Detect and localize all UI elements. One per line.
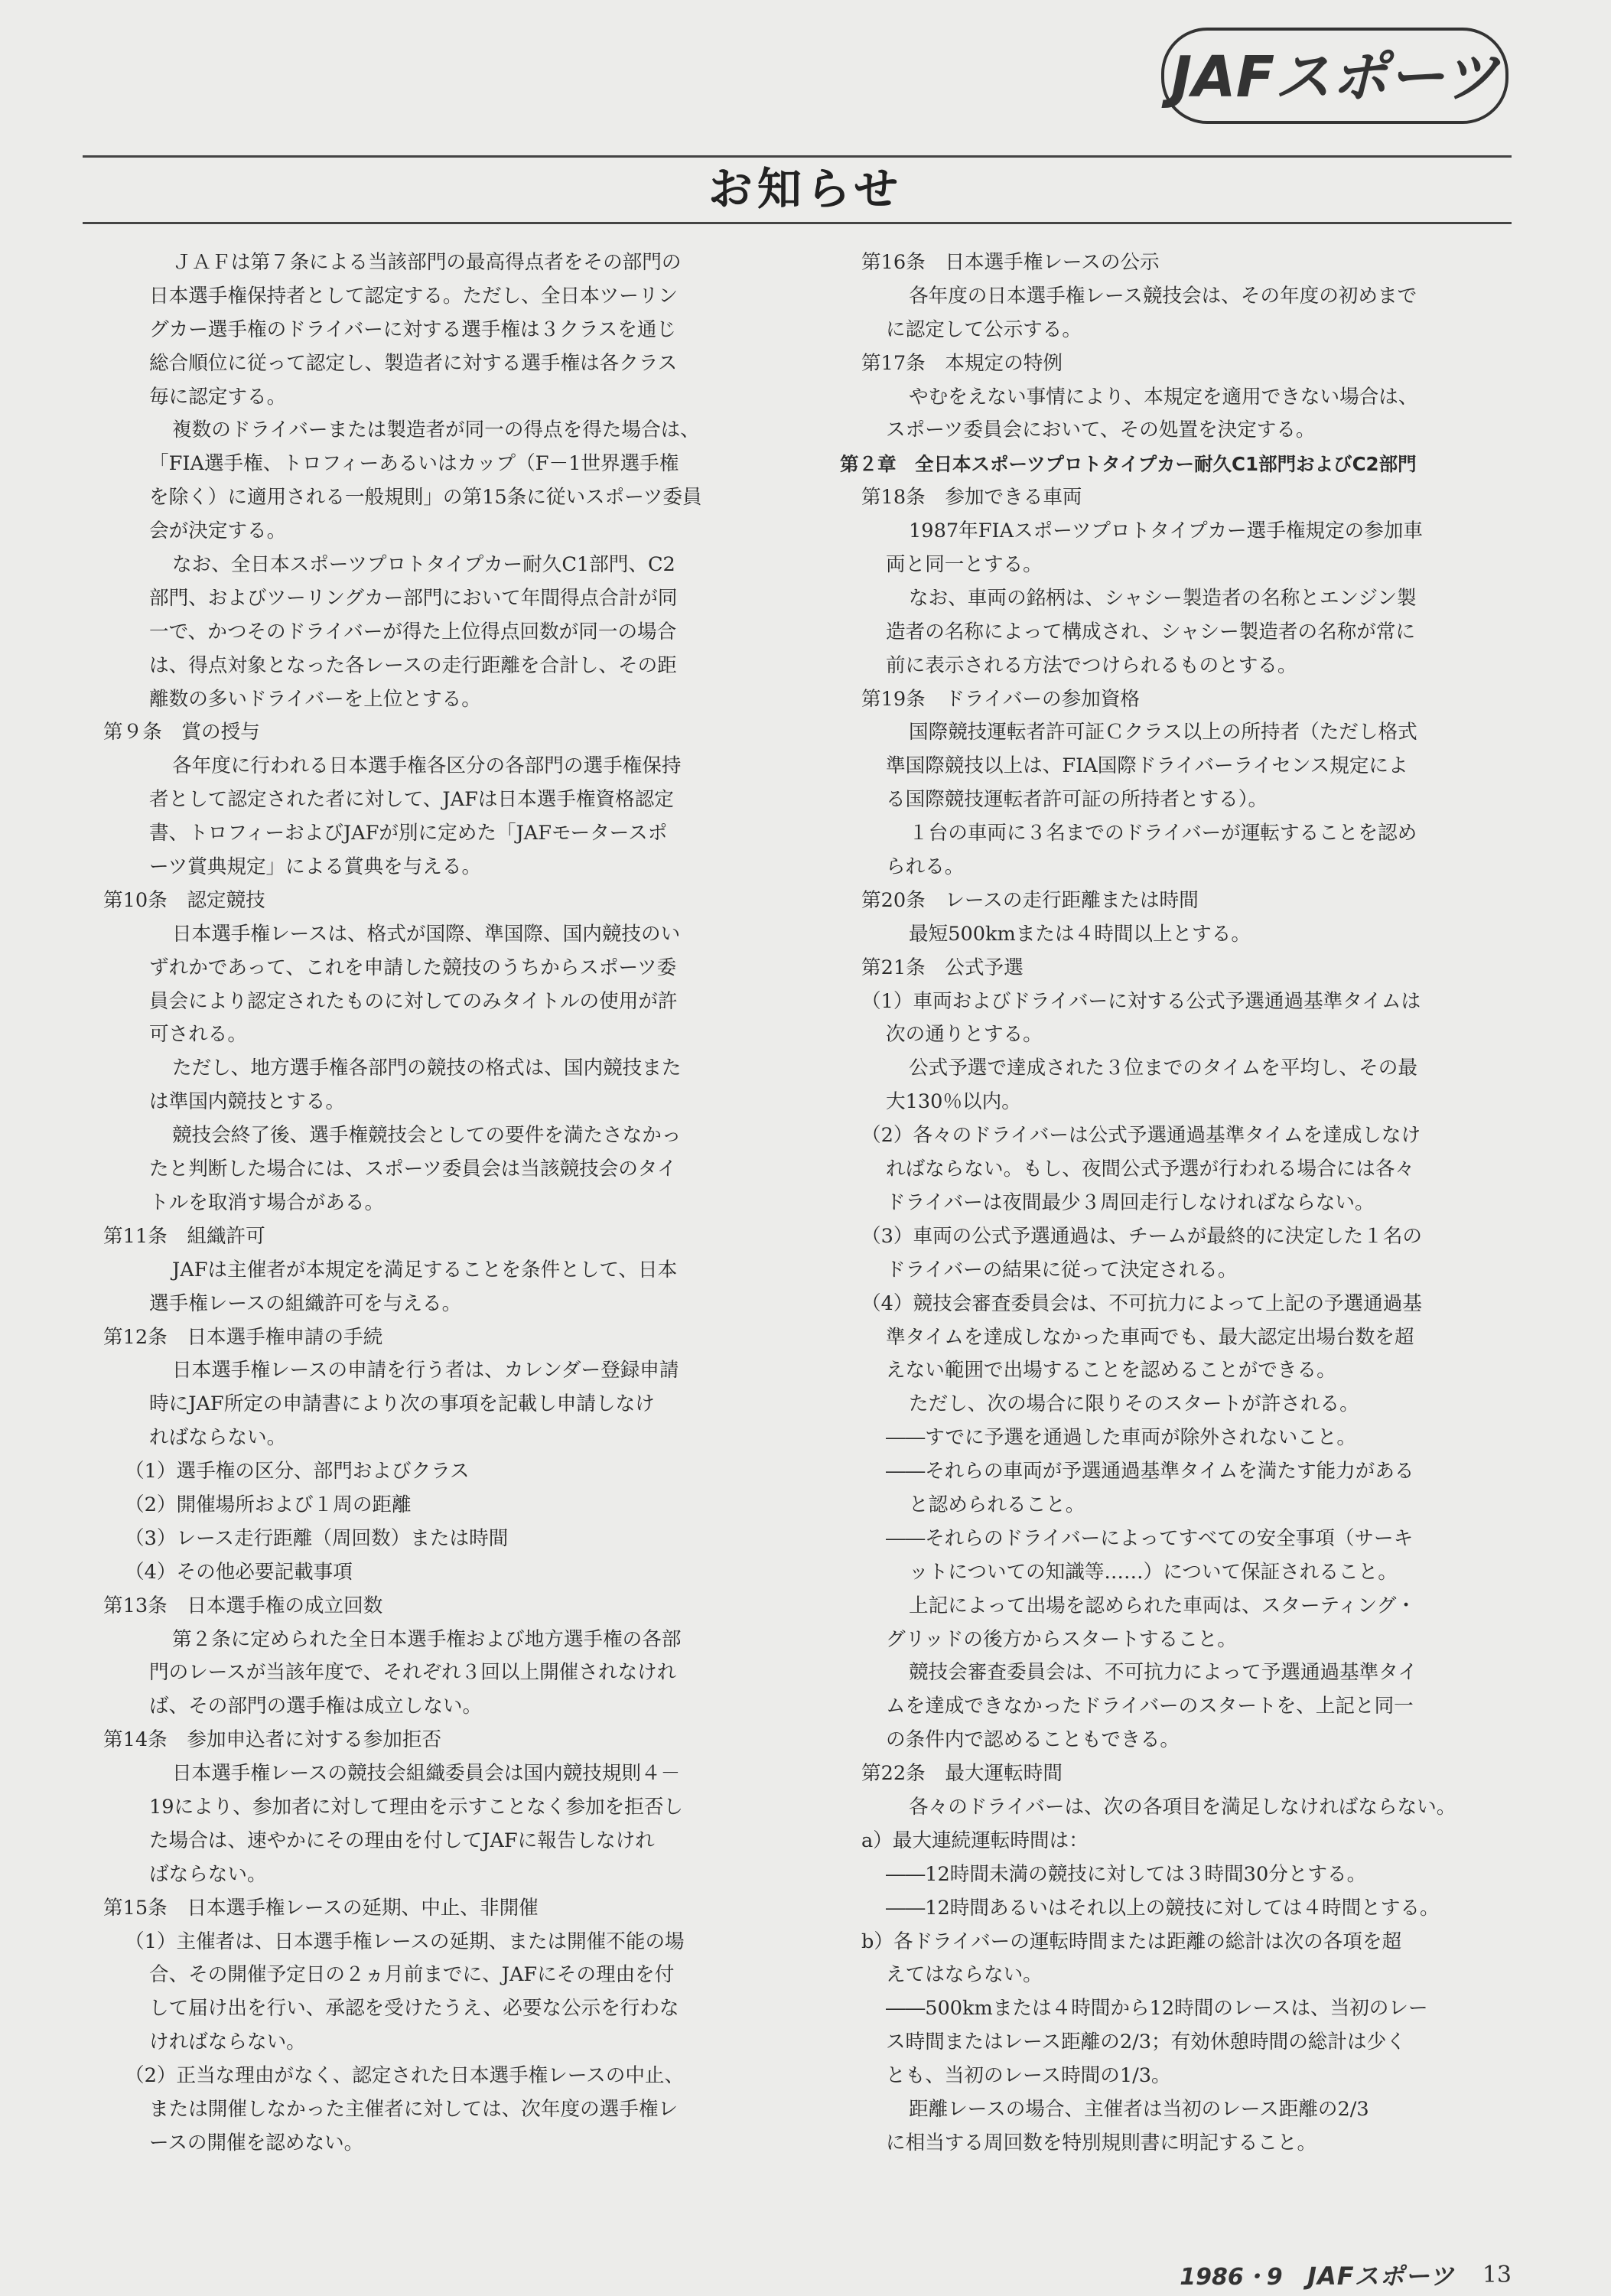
text-line: （2）正当な理由がなく、認定された日本選手権レースの中止、 [125, 2064, 685, 2088]
text-line: 上記によって出場を認められた車両は、スターティング・ [909, 1594, 1416, 1617]
text-line: なお、全日本スポーツプロトタイプカー耐久C1部門、C2 [172, 553, 675, 577]
text-line: （2）各々のドライバーは公式予選通過基準タイムを達成しなけ [861, 1124, 1421, 1148]
text-line: 準タイムを達成しなかった車両でも、最大認定出場台数を超 [886, 1325, 1414, 1349]
text-line: b）各ドライバーの運転時間または距離の総計は次の各項を超 [861, 1930, 1402, 1953]
text-line: とも、当初のレース時間の1/3。 [886, 2064, 1171, 2088]
text-line: グリッドの後方からスタートすること。 [886, 1627, 1237, 1651]
article-heading: 第10条 認定競技 [103, 888, 265, 912]
text-line: JAFは主催者が本規定を満足することを条件として、日本 [172, 1258, 678, 1282]
text-line: 1987年FIAスポーツプロトタイプカー選手権規定の参加車 [909, 519, 1423, 543]
text-line: （4）その他必要記載事項 [125, 1560, 353, 1584]
article-heading: 第11条 組織許可 [103, 1224, 265, 1248]
text-line: 員会により認定されたものに対してのみタイトルの使用が許 [149, 989, 678, 1013]
text-line: 両と同一とする。 [886, 553, 1043, 577]
text-line: トルを取消す場合がある。 [149, 1190, 385, 1214]
text-line: （4）競技会審査委員会は、不可抗力によって上記の予選通過基 [861, 1291, 1422, 1315]
header-rule [83, 155, 1512, 158]
text-line: 各々のドライバーは、次の各項目を満足しなければならない。 [909, 1795, 1456, 1819]
text-line: 各年度に行われる日本選手権各区分の各部門の選手権保持 [172, 754, 682, 778]
article-heading: 第22条 最大運転時間 [861, 1762, 1063, 1786]
text-line: ＪＡＦは第７条による当該部門の最高得点者をその部門の [172, 251, 682, 274]
article-heading: 第９条 賞の授与 [103, 721, 260, 744]
text-line: ――それらのドライバーによってすべての安全事項（サーキ [886, 1526, 1414, 1550]
text-line: 前に表示される方法でつけられるものとする。 [886, 653, 1297, 677]
text-line: 可される。 [149, 1023, 247, 1047]
text-line: 複数のドライバーまたは製造者が同一の得点を得た場合は、 [172, 418, 700, 442]
text-line: 者として認定された者に対して、JAFは日本選手権資格認定 [149, 788, 674, 812]
text-line: 日本選手権保持者として認定する。ただし、全日本ツーリン [149, 284, 679, 308]
text-line: または開催しなかった主催者に対しては、次年度の選手権レ [149, 2097, 679, 2121]
text-line: を除く）に適用される一般規則」の第15条に従いスポーツ委員 [149, 486, 702, 510]
text-line: して届け出を行い、承認を受けたうえ、必要な公示を行わな [149, 1997, 679, 2021]
article-heading: 第18条 参加できる車両 [861, 486, 1082, 510]
article-heading: 第15条 日本選手権レースの延期、中止、非開催 [103, 1896, 539, 1920]
page-footer [1180, 2257, 1512, 2291]
logo-text: JAFスポーツ [1170, 44, 1499, 110]
text-line: 部門、およびツーリングカー部門において年間得点合計が同 [149, 586, 678, 610]
article-heading: 第16条 日本選手権レースの公示 [861, 251, 1160, 274]
text-line: 選手権レースの組織許可を与える。 [149, 1291, 462, 1315]
text-line: 日本選手権レースの競技会組織委員会は国内競技規則４－ [172, 1762, 681, 1786]
text-line: 合、その開催予定日の２ヵ月前までに、JAFにその理由を付 [149, 1963, 675, 1987]
text-line: 次の通りとする。 [886, 1023, 1043, 1047]
text-line: 門のレースが当該年度で、それぞれ３回以上開催されなけれ [149, 1661, 677, 1685]
text-line: ければならない。 [149, 2031, 306, 2054]
text-line: は準国内競技とする。 [149, 1090, 345, 1114]
text-line: （1）主催者は、日本選手権レースの延期、または開催不能の場 [125, 1930, 685, 1953]
text-line: 大130％以内。 [886, 1090, 1021, 1114]
text-line: 各年度の日本選手権レース競技会は、その年度の初めまで [909, 284, 1417, 308]
text-line: ただし、地方選手権各部門の競技の格式は、国内競技また [172, 1057, 682, 1080]
text-line: 日本選手権レースは、格式が国際、準国際、国内競技のい [172, 922, 681, 946]
text-line: （1）車両およびドライバーに対する公式予選通過基準タイムは [861, 989, 1421, 1013]
article-heading: 第19条 ドライバーの参加資格 [861, 687, 1141, 711]
text-line: 毎に認定する。 [149, 385, 287, 409]
text-line: に相当する周回数を特別規則書に明記すること。 [886, 2131, 1317, 2154]
article-heading: 第12条 日本選手権申請の手続 [103, 1325, 383, 1349]
text-line: 最短500kmまたは４時間以上とする。 [909, 922, 1251, 946]
article-heading: 第17条 本規定の特例 [861, 351, 1063, 375]
chapter-heading: 第２章 全日本スポーツプロトタイプカー耐久C1部門およびC2部門 [840, 453, 1417, 476]
text-line: 「FIA選手権、トロフィーあるいはカップ（F－1世界選手権 [149, 452, 679, 476]
text-line: a）最大連続運転時間は： [861, 1829, 1089, 1852]
text-line: 離数の多いドライバーを上位とする。 [149, 687, 481, 711]
text-line: スポーツ委員会において、その処置を決定する。 [886, 418, 1316, 442]
article-heading: 第20条 レースの走行距離または時間 [861, 888, 1199, 912]
jaf-sports-logo [1158, 21, 1512, 130]
text-line: ばならない。 [149, 1862, 267, 1886]
text-line: ――12時間未満の競技に対しては３時間30分とする。 [886, 1862, 1367, 1886]
text-line: （3）レース走行距離（周回数）または時間 [125, 1526, 509, 1550]
text-line: 競技会終了後、選手権競技会としての要件を満たさなかっ [172, 1124, 682, 1148]
text-line: ーツ賞典規定」による賞典を与える。 [149, 855, 482, 879]
text-line: 時にJAF所定の申請書により次の事項を記載し申請しなけ [149, 1392, 655, 1416]
text-line: 公式予選で達成された３位までのタイムを平均し、その最 [909, 1057, 1417, 1080]
article-heading: 第21条 公式予選 [861, 956, 1024, 979]
text-line: 第２条に定められた全日本選手権および地方選手権の各部 [172, 1627, 682, 1651]
text-line: ドライバーは夜間最少３周回走行しなければならない。 [886, 1190, 1375, 1214]
text-line: 準国際競技以上は、FIA国際ドライバーライセンス規定によ [886, 754, 1408, 778]
text-line: えてはならない。 [886, 1963, 1043, 1987]
text-line: と認められること。 [909, 1493, 1085, 1516]
right-column [840, 246, 1521, 2161]
text-line: 書、トロフィーおよびJAFが別に定めた「JAFモータースポ [149, 822, 668, 845]
text-line: の条件内で認めることもできる。 [886, 1728, 1180, 1752]
text-line: 造者の名称によって構成され、シャシー製造者の名称が常に [886, 620, 1416, 643]
text-line: ムを達成できなかったドライバーのスタートを、上記と同一 [886, 1695, 1414, 1718]
text-line: ればならない。 [149, 1426, 287, 1450]
text-line: ればならない。もし、夜間公式予選が行われる場合には各々 [886, 1158, 1415, 1181]
article-heading: 第13条 日本選手権の成立回数 [103, 1594, 383, 1617]
text-line: 国際競技運転者許可証Ｃクラス以上の所持者（ただし格式 [909, 721, 1417, 744]
text-line: 総合順位に従って認定し、製造者に対する選手権は各クラス [149, 351, 678, 375]
text-line: ――12時間あるいはそれ以上の競技に対しては４時間とする。 [886, 1896, 1440, 1920]
text-line: られる。 [886, 855, 965, 879]
page-title: お知らせ [708, 163, 903, 215]
text-line: 一で、かつそのドライバーが得た上位得点回数が同一の場合 [149, 620, 677, 643]
title-rule [83, 222, 1512, 224]
text-line: （1）選手権の区分、部門およびクラス [125, 1460, 470, 1483]
left-column [103, 246, 776, 2161]
text-line: たと判断した場合には、スポーツ委員会は当該競技会のタイ [149, 1158, 677, 1181]
text-line: グカー選手権のドライバーに対する選手権は３クラスを通じ [149, 318, 676, 341]
text-line: やむをえない事情により、本規定を適用できない場合は、 [909, 385, 1418, 409]
text-line: た場合は、速やかにその理由を付してJAFに報告しなけれ [149, 1829, 655, 1852]
text-line: は、得点対象となった各レースの走行距離を合計し、その距 [149, 653, 677, 677]
text-line: （3）車両の公式予選通過は、チームが最終的に決定した１名の [861, 1224, 1422, 1248]
page-number: 13 [1482, 2261, 1512, 2288]
text-line: 距離レースの場合、主催者は当初のレース距離の2/3 [909, 2097, 1369, 2121]
text-line: に認定して公示する。 [886, 318, 1082, 341]
text-line: ットについての知識等……）について保証されること。 [909, 1560, 1398, 1584]
text-line: る国際競技運転者許可証の所持者とする）。 [886, 788, 1268, 812]
text-line: ――それらの車両が予選通過基準タイムを満たす能力がある [886, 1460, 1414, 1483]
text-line: えない範囲で出場することを認めることができる。 [886, 1359, 1336, 1382]
footer-date: 1986・9 [1180, 2264, 1283, 2291]
text-line: 19により、参加者に対して理由を示すことなく参加を拒否し [149, 1795, 684, 1819]
footer-magazine-name: JAFスポーツ [1307, 2262, 1455, 2291]
text-line: ずれかであって、これを申請した競技のうちからスポーツ委 [149, 956, 677, 979]
text-line: ――500kmまたは４時間から12時間のレースは、当初のレー [886, 1997, 1428, 2021]
text-line: ースの開催を認めない。 [149, 2131, 364, 2154]
text-line: ス時間またはレース距離の2/3；有効休憩時間の総計は少く [886, 2031, 1406, 2054]
text-line: ただし、次の場合に限りそのスタートが許される。 [909, 1392, 1359, 1416]
text-line: 日本選手権レースの申請を行う者は、カレンダー登録申請 [172, 1359, 679, 1382]
text-line: ば、その部門の選手権は成立しない。 [149, 1695, 483, 1718]
text-line: １台の車両に３名までのドライバーが運転することを認め [909, 822, 1417, 845]
text-line: ドライバーの結果に従って決定される。 [886, 1258, 1238, 1282]
text-line: 競技会審査委員会は、不可抗力によって予選通過基準タイ [909, 1661, 1417, 1685]
text-line: なお、車両の銘柄は、シャシー製造者の名称とエンジン製 [909, 586, 1417, 610]
article-heading: 第14条 参加申込者に対する参加拒否 [103, 1728, 442, 1752]
text-line: 会が決定する。 [149, 519, 287, 543]
text-line: ――すでに予選を通過した車両が除外されないこと。 [886, 1426, 1357, 1450]
text-line: （2）開催場所および１周の距離 [125, 1493, 412, 1516]
